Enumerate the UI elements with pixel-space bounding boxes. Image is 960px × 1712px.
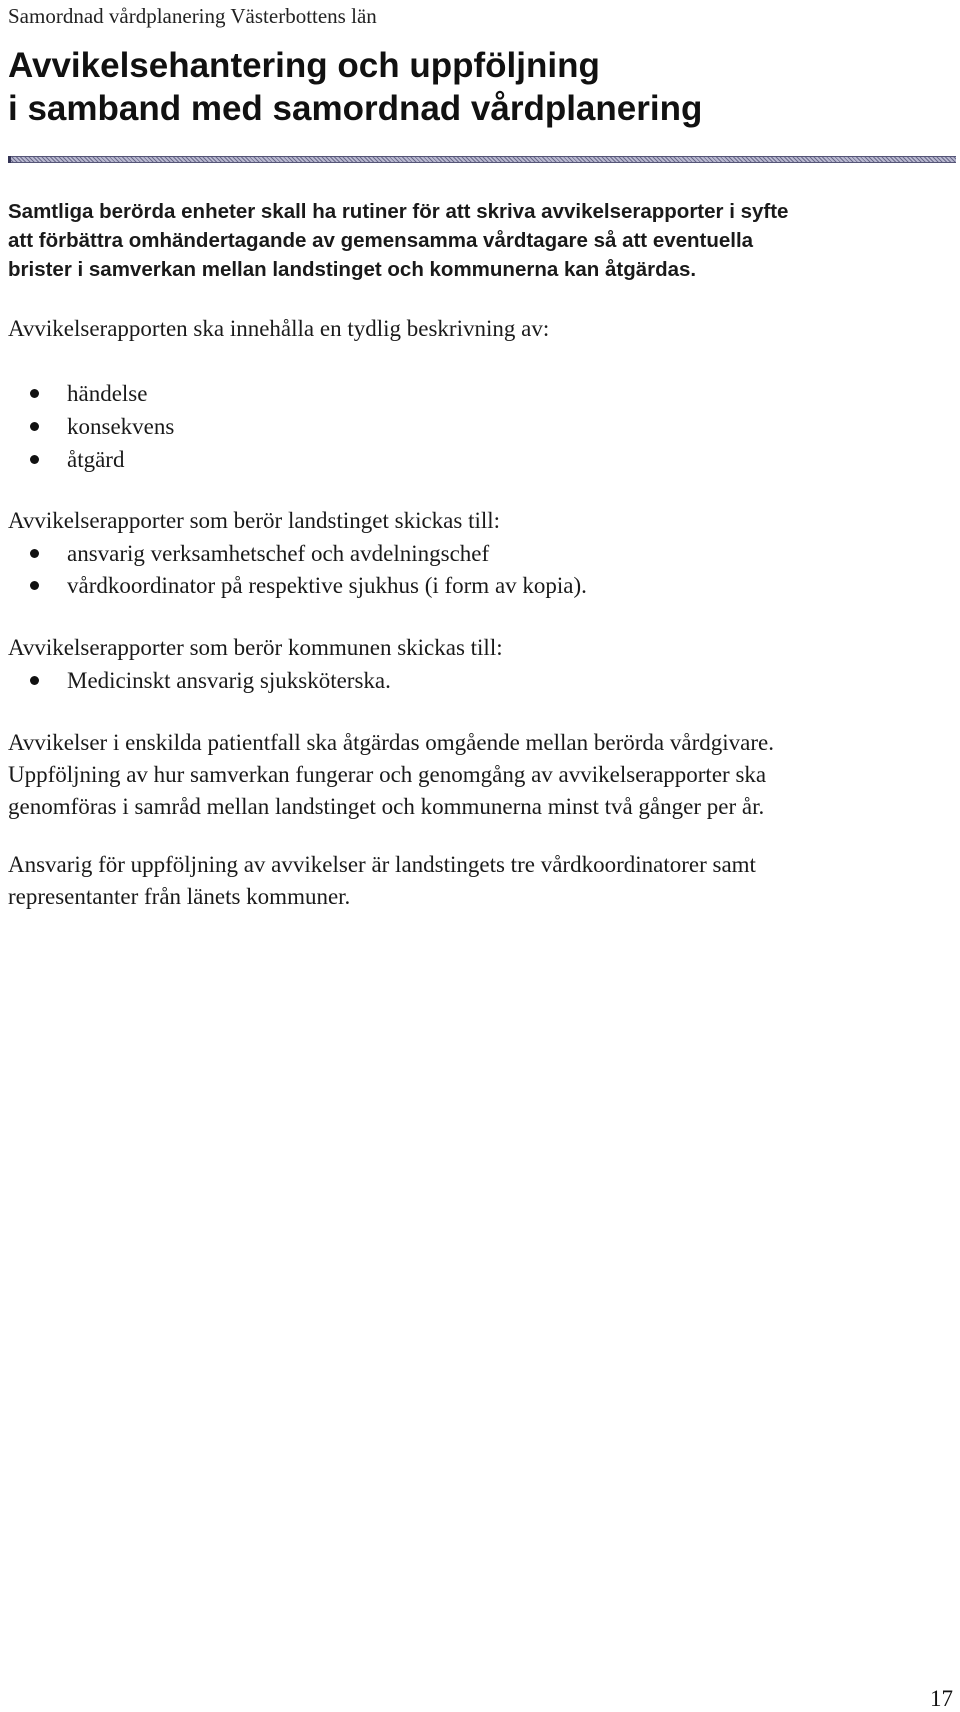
responsible-line-1: Ansvarig för uppföljning av avvikelser är landstingets tre vårdkoordinatorer samt (8, 852, 756, 877)
bullet-icon (30, 455, 39, 464)
followup-line-1: Avvikelser i enskilda patientfall ska åtgärdas omgående mellan berörda vårdgivare. (8, 730, 774, 755)
description-list (8, 377, 174, 476)
list-item-label: åtgärd (67, 447, 125, 472)
kommun-intro: Avvikelserapporter som berör kommunen skickas till: (8, 635, 503, 660)
list-item (8, 410, 174, 443)
landsting-intro: Avvikelserapporter som berör landstinget skickas till: (8, 508, 501, 533)
bullet-icon (30, 676, 39, 685)
bullet-icon (30, 549, 39, 558)
bullet-icon (30, 389, 39, 398)
list-item (8, 538, 587, 570)
list-item-label: Medicinskt ansvarig sjuksköterska. (67, 668, 391, 693)
page-title-line-1: Avvikelsehantering och uppföljning (8, 46, 600, 85)
description-intro: Avvikelserapporten ska innehålla en tydlig beskrivning av: (8, 316, 550, 341)
lead-line-2: att förbättra omhändertagande av gemensamma vårdtagare så att eventuella (8, 229, 754, 252)
kommun-recipient-list (8, 665, 391, 697)
bullet-icon (30, 422, 39, 431)
list-item (8, 570, 587, 602)
page-number: 17 (930, 1686, 953, 1711)
list-item-label: konsekvens (67, 414, 175, 439)
list-item-label: vårdkoordinator på respektive sjukhus (i form av kopia). (67, 573, 587, 598)
page-title (8, 44, 702, 130)
list-item-label: händelse (67, 381, 148, 406)
lead-line-1: Samtliga berörda enheter skall ha rutiner för att skriva avvikelserapporter i syfte (8, 200, 789, 223)
followup-line-2: Uppföljning av hur samverkan fungerar och genomgång av avvikelserapporter ska (8, 762, 767, 787)
bullet-icon (30, 581, 39, 590)
list-item (8, 443, 174, 476)
followup-line-3: genomföras i samråd mellan landstinget och kommunerna minst två gånger per år. (8, 794, 765, 819)
responsible-line-2: representanter från länets kommuner. (8, 884, 351, 909)
list-item (8, 665, 391, 697)
responsible-paragraph (8, 849, 756, 913)
lead-line-3: brister i samverkan mellan landstinget och kommunerna kan åtgärdas. (8, 258, 697, 281)
lead-paragraph (8, 197, 956, 284)
list-item-label: ansvarig verksamhetschef och avdelningschef (67, 541, 490, 566)
followup-paragraph (8, 727, 774, 823)
title-divider (8, 156, 956, 163)
running-header: Samordnad vårdplanering Västerbottens län (8, 4, 377, 28)
list-item (8, 377, 174, 410)
landsting-recipient-list (8, 538, 587, 602)
page-title-line-2: i samband med samordnad vårdplanering (8, 89, 703, 128)
